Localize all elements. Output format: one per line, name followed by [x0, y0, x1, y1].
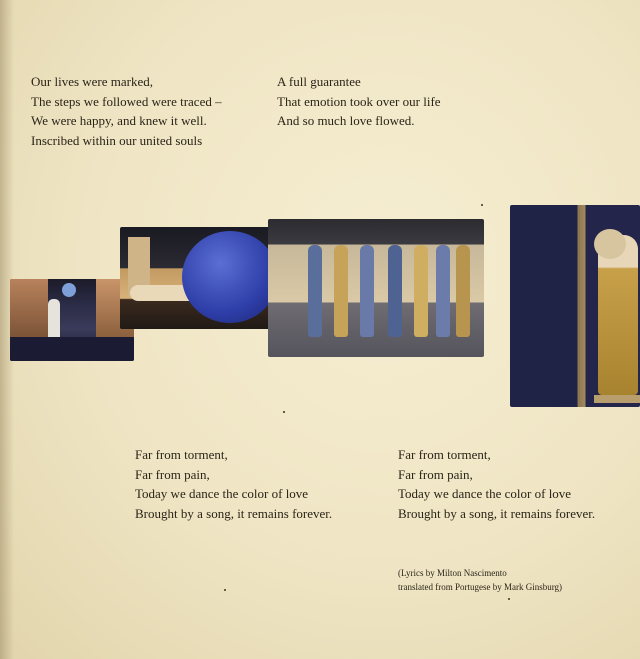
stanza-line: The steps we followed were traced –: [31, 93, 222, 109]
dancer: [360, 245, 374, 337]
stanza-line: Our lives were marked,: [31, 74, 154, 89]
dancer: [456, 245, 470, 337]
credit-line: translated from Portugese by Mark Ginsburg): [398, 582, 563, 592]
window-sill: [594, 395, 640, 403]
stanza-line: We were happy, and knew it well.: [31, 113, 207, 128]
stanza-4: [398, 445, 595, 523]
stanza-line: Today we dance the color of love: [398, 486, 572, 501]
credit-line: (Lyrics by Milton Nascimento: [398, 568, 507, 578]
stage-photo-dancers: [268, 219, 484, 357]
gold-costumed-figure: [598, 235, 638, 395]
stanza-3: [135, 445, 332, 523]
stanza-line: Inscribed within our united souls: [31, 132, 203, 148]
stage-photo-window-figure: [510, 205, 640, 407]
dancer: [436, 245, 450, 337]
stanza-2: [277, 72, 441, 131]
stanza-1: [31, 72, 222, 150]
stanza-line: Brought by a song, it remains forever.: [135, 505, 333, 521]
white-robed-figure: [48, 299, 60, 341]
blue-moon: [182, 231, 278, 323]
paper-speck: [283, 411, 285, 413]
paper-speck: [508, 598, 510, 600]
stage-floor: [10, 337, 134, 361]
lyrics-credit: [398, 566, 562, 594]
stage-wall-left: [10, 279, 48, 339]
dancer: [308, 245, 322, 337]
dancer: [388, 245, 402, 337]
stanza-line: Far from pain,: [135, 466, 210, 482]
stanza-line: That emotion took over our life: [277, 93, 441, 109]
stage-photo-blue-moon: [120, 227, 280, 329]
small-moon: [62, 283, 76, 297]
stanza-line: Brought by a song, it remains forever.: [398, 505, 596, 521]
stanza-line: Far from torment,: [135, 447, 228, 462]
paper-speck: [481, 204, 483, 206]
figure-hair: [594, 229, 626, 259]
stanza-line: Far from pain,: [398, 466, 473, 482]
stanza-line: Far from torment,: [398, 447, 491, 462]
dancer: [334, 245, 348, 337]
paper-speck: [224, 589, 226, 591]
stanza-line: A full guarantee: [277, 74, 361, 89]
stanza-line: Today we dance the color of love: [135, 486, 309, 501]
dancer: [414, 245, 428, 337]
stage-photo-moon-small: [10, 279, 134, 361]
stanza-line: And so much love flowed.: [277, 113, 415, 128]
